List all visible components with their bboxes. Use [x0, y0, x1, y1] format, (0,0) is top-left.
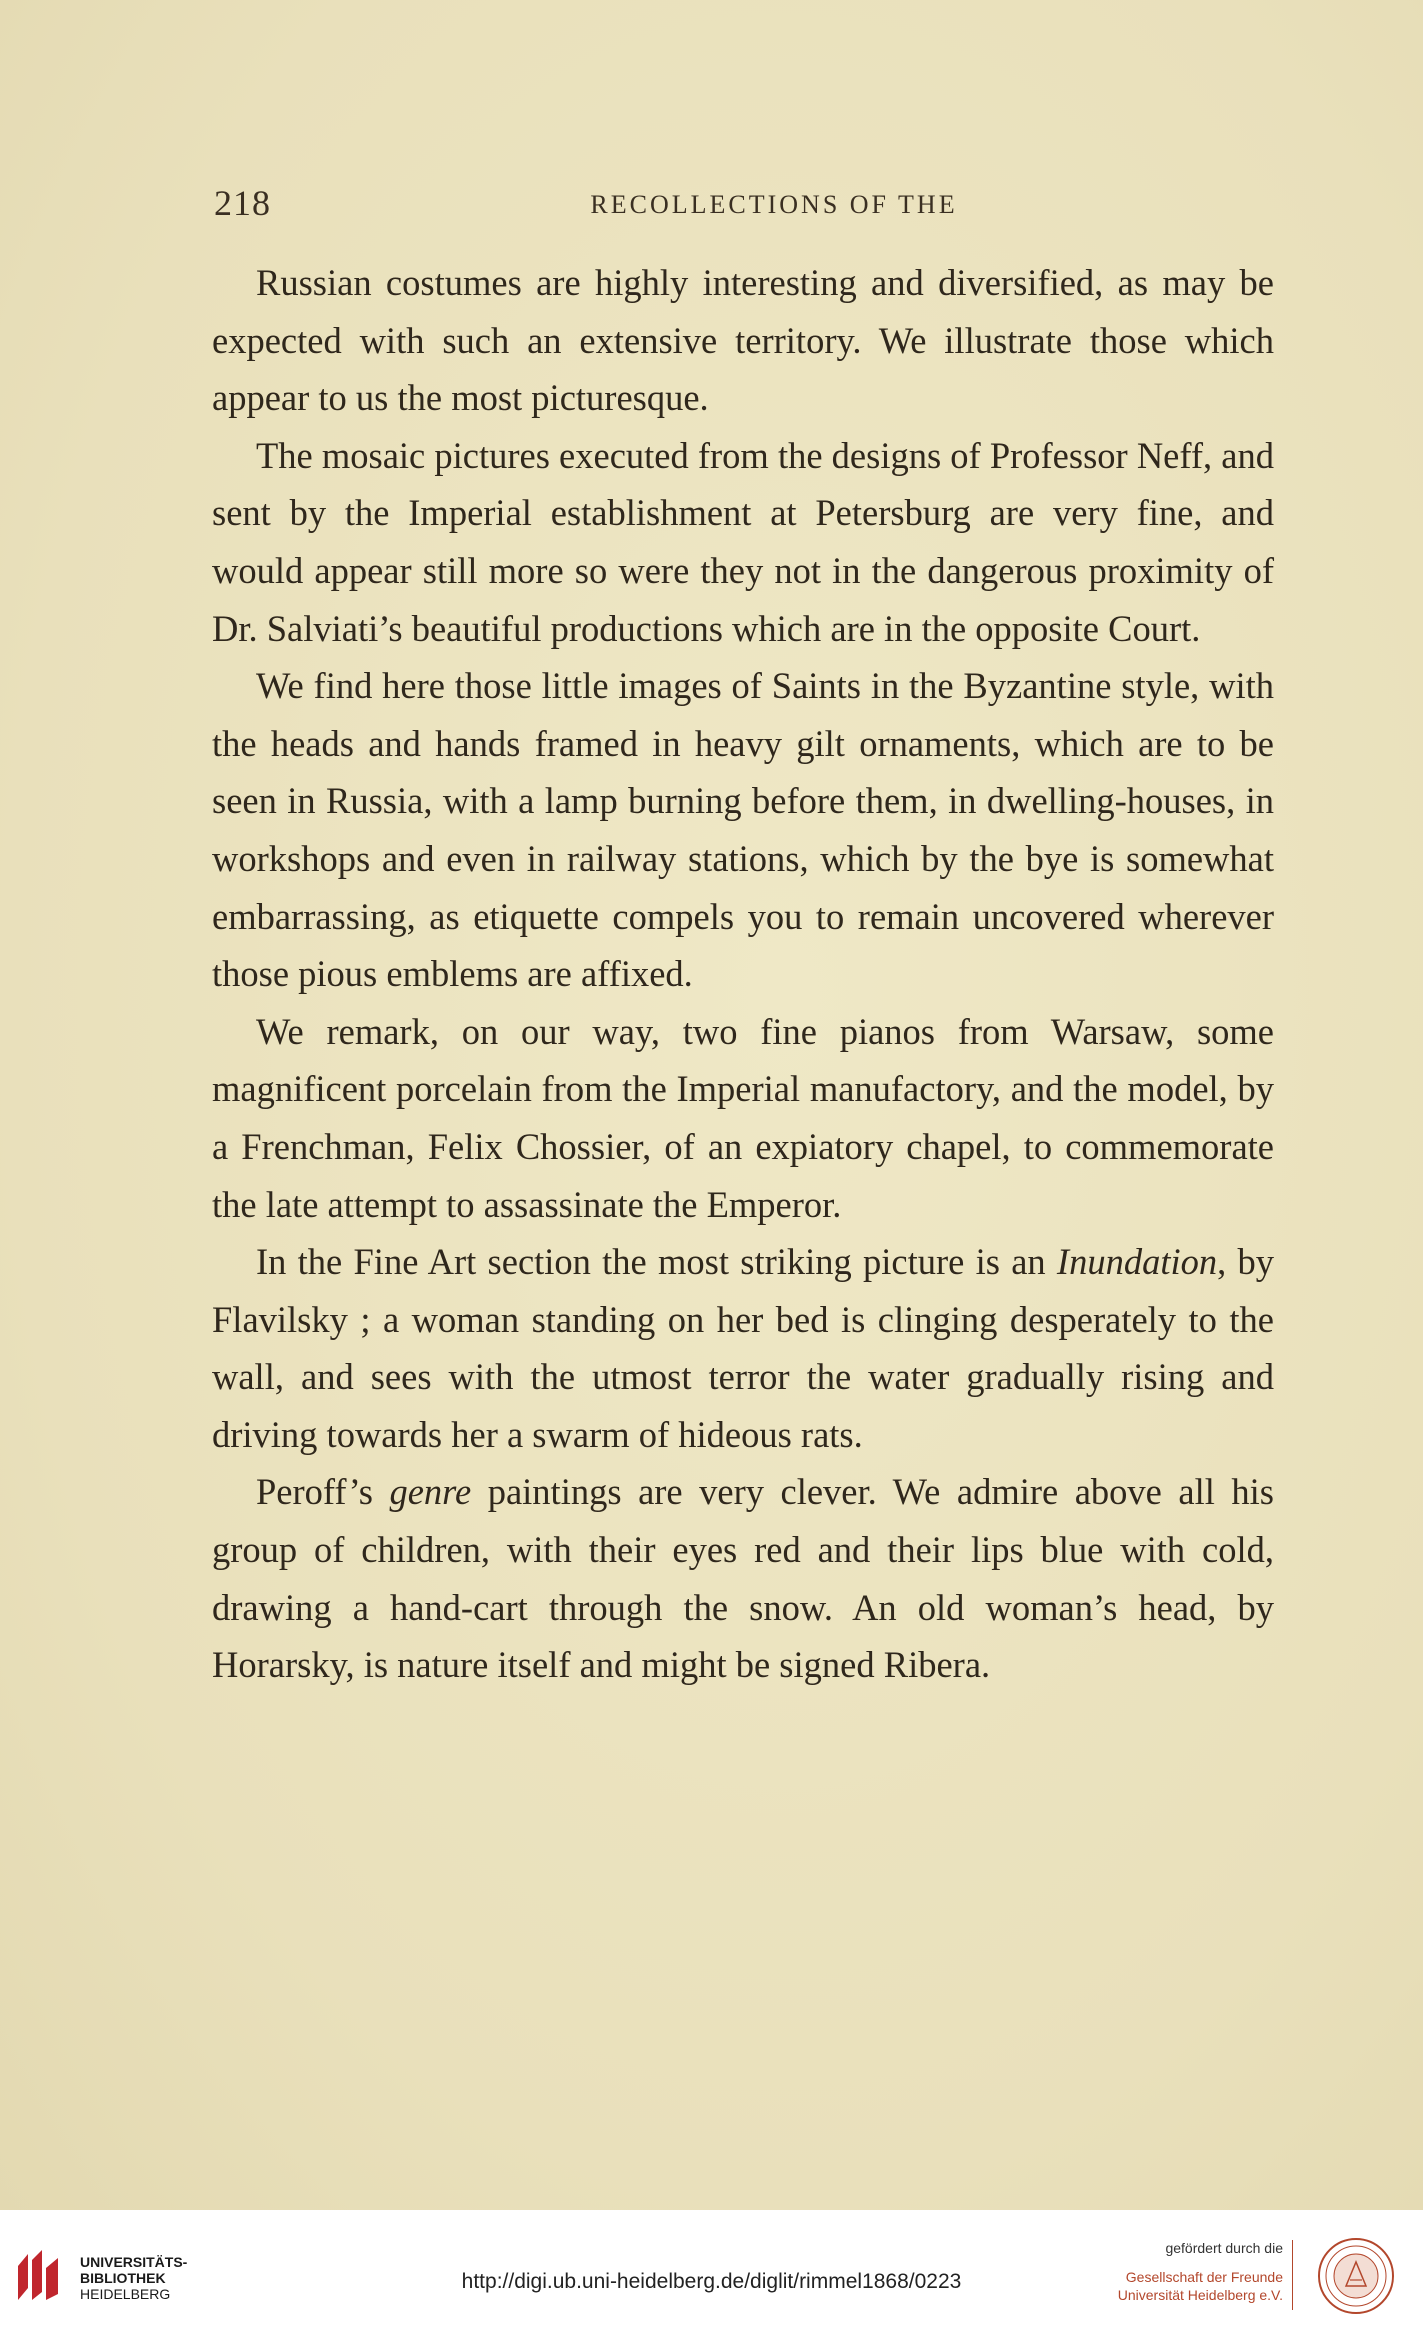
paragraph-fine-art [212, 1233, 1274, 1463]
text-run: , by Flavilsky ; a woman standing on her bed is clinging desperately to the wall, and sees with the utmost terror the water gradually rising and driving towards her a swarm of hideous rats. [212, 1241, 1274, 1455]
permalink-url[interactable]: http://digi.ub.uni-heidelberg.de/diglit/rimmel1868/0223 [461, 2270, 962, 2293]
text-run: paintings are very clever. We admire above all his group of children, with their eyes red and their lips blue with cold, drawing a hand-cart through the snow. An old woman’s head, by Horarsky, is nature itself and might be signed Ribera. [212, 1471, 1274, 1686]
text-run: Peroff’s [256, 1471, 390, 1513]
library-name-line2: BIBLIOTHEK [80, 2270, 166, 2286]
sponsor-divider [1292, 2240, 1293, 2310]
library-name-line3: HEIDELBERG [80, 2286, 171, 2302]
sponsor-block[interactable] [1118, 2240, 1283, 2304]
paragraph-pianos: We remark, on our way, two fine pianos from Warsaw, some magnificent porcelain from the Imperial manufactory, and the model, by a Frenchman, Felix Chossier, of an expiatory chapel, to commemorate the late attempt to assassinate the Emperor. [212, 1010, 1274, 1225]
italic-title-inundation: Inundation [1056, 1241, 1218, 1283]
text-run: In the Fine Art section the most striking picture is an [256, 1241, 1057, 1283]
italic-word-genre: genre [389, 1471, 472, 1513]
university-seal-icon [1316, 2236, 1396, 2316]
running-head [214, 182, 1274, 232]
body-text [212, 254, 1274, 1694]
paragraph-costumes: Russian costumes are highly interesting and diversified, as may be expected with such an extensive territory. We illustrate those which appear to us the most picturesque. [212, 262, 1274, 419]
sponsor-intro: gefördert durch die [1165, 2240, 1283, 2256]
paragraph-saints: We find here those little images of Saints in the Byzantine style, with the heads and hands framed in heavy gilt ornaments, which are to be seen in Russia, with a lamp burning before them, in dwelling-houses, in workshops and even in railway stations, which by the bye is somewhat embarrassing, as etiquette compels you to remain uncovered wherever those pious emblems are affixed. [212, 665, 1274, 995]
library-name-line1: UNIVERSITÄTS- [80, 2254, 188, 2270]
paragraph-peroff [212, 1463, 1274, 1693]
paragraph-mosaics: The mosaic pictures executed from the designs of Professor Neff, and sent by the Imperial establishment at Petersburg are very fine, and would appear still more so were they not in the dangerous proximity of Dr. Salviati’s beautiful productions which are in the opposite Court. [212, 434, 1274, 649]
sponsor-name-line1: Gesellschaft der Freunde [1125, 2269, 1283, 2285]
page-number: 218 [214, 183, 271, 223]
footer-bar [0, 2210, 1423, 2332]
running-title: RECOLLECTIONS OF THE [590, 190, 958, 219]
sponsor-name-line2: Universität Heidelberg e.V. [1117, 2287, 1283, 2303]
